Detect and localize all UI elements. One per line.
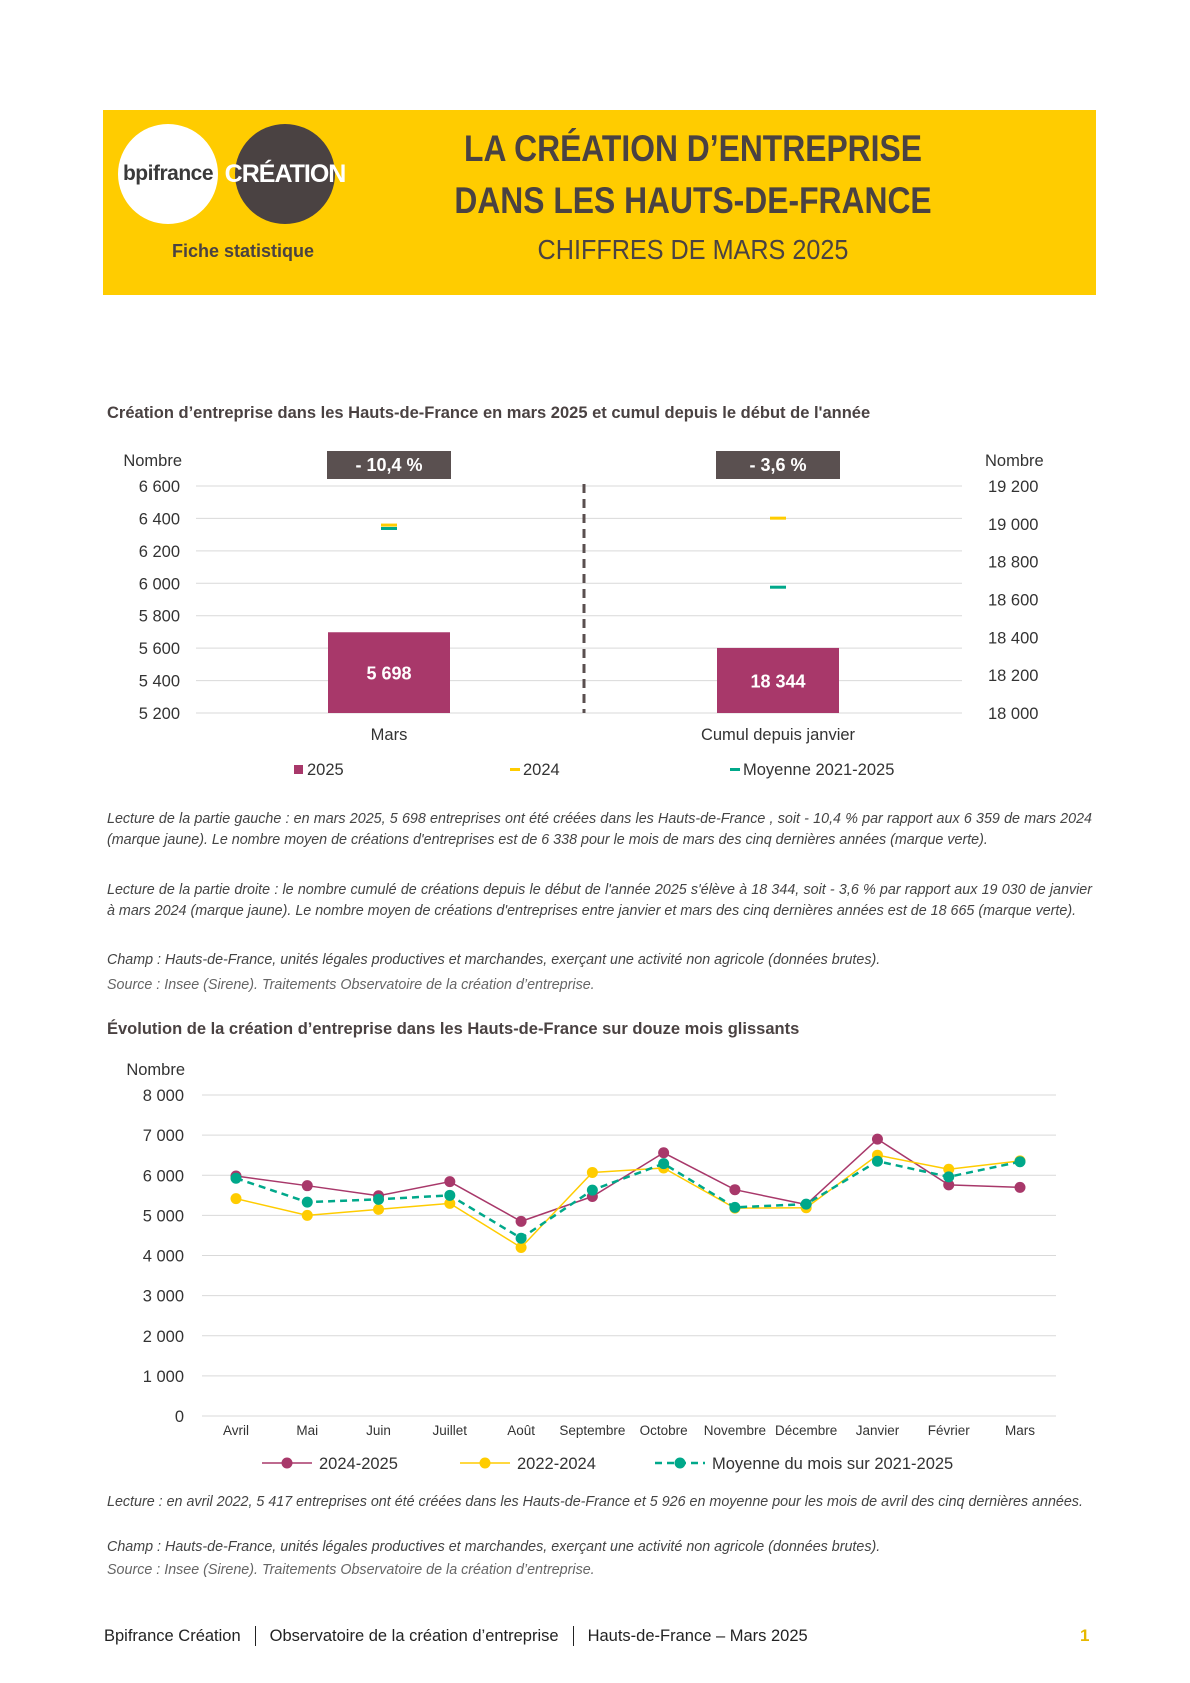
right-tick-label: 18 200	[988, 667, 1039, 686]
bar-value-label: 5 698	[366, 663, 412, 684]
data-point	[516, 1216, 527, 1227]
footer-brand: Bpifrance Création	[104, 1626, 241, 1645]
y-tick-label: 3 000	[142, 1287, 184, 1306]
chart1-note-left: Lecture de la partie gauche : en mars 2025, 5 698 entreprises ont été créées dans les Hauts-de-France , soit - 10,4 % par rapport aux 6 359 de mars 2024 (marque jaune). Le nombre moyen de créations d'entreprises est de 6 338 pour le mois de mars des cinq dernières années (marque verte).	[107, 811, 1092, 848]
category-label: Cumul depuis janvier	[700, 726, 856, 744]
chart2-note-lecture: Lecture : en avril 2022, 5 417 entreprises ont été créées dans les Hauts-de-France et 5 926 en moyenne pour les mois de avril des cinq dernières années.	[107, 1494, 1083, 1510]
x-tick-label: Novembre	[703, 1423, 767, 1438]
x-tick-label: Septembre	[559, 1423, 626, 1438]
x-tick-label: Janvier	[855, 1423, 900, 1438]
footer-region-date: Hauts-de-France – Mars 2025	[587, 1626, 808, 1645]
data-point	[587, 1167, 598, 1178]
variation-badge-label: - 10,4 %	[355, 455, 423, 475]
footer-separator	[573, 1626, 574, 1646]
data-point	[444, 1176, 455, 1187]
data-point	[516, 1233, 527, 1244]
y-tick-label: 2 000	[142, 1327, 184, 1346]
legend-label: 2022-2024	[517, 1455, 596, 1473]
variation-badge-label: - 3,6 %	[749, 455, 807, 475]
right-tick-label: 18 600	[988, 591, 1039, 610]
page-title-line1: LA CRÉATION D’ENTREPRISE	[464, 128, 922, 169]
right-tick-label: 19 000	[988, 515, 1039, 534]
fiche-label: Fiche statistique	[171, 241, 315, 261]
legend-swatch	[730, 768, 740, 771]
legend-label: 2024	[523, 761, 560, 779]
legend-swatch	[510, 768, 520, 771]
left-tick-label: 6 200	[138, 542, 180, 561]
legend-label: Moyenne 2021-2025	[743, 761, 895, 779]
data-point	[872, 1134, 883, 1145]
x-tick-label: Mai	[296, 1423, 319, 1438]
chart2-title: Évolution de la création d’entreprise dans les Hauts-de-France sur douze mois glissants	[107, 1020, 800, 1038]
x-tick-label: Juillet	[432, 1423, 468, 1438]
page-number: 1	[1080, 1626, 1090, 1645]
y-tick-label: 5 000	[142, 1207, 184, 1226]
chart1-source: Source : Insee (Sirene). Traitements Observatoire de la création d’entreprise.	[107, 977, 595, 993]
marker-2024	[770, 517, 786, 520]
legend-marker	[480, 1458, 491, 1469]
page-title-line2: DANS LES HAUTS-DE-FRANCE	[454, 180, 932, 221]
chart2-source: Source : Insee (Sirene). Traitements Observatoire de la création d’entreprise.	[107, 1562, 595, 1578]
bar-value-label: 18 344	[750, 671, 806, 692]
legend-marker	[675, 1458, 686, 1469]
footer-separator	[255, 1626, 256, 1646]
data-point	[231, 1193, 242, 1204]
right-tick-label: 18 800	[988, 553, 1039, 572]
data-point	[444, 1190, 455, 1201]
y-tick-label: 0	[174, 1408, 184, 1426]
left-tick-label: 5 800	[138, 607, 180, 626]
x-tick-label: Décembre	[775, 1423, 838, 1438]
data-point	[373, 1204, 384, 1215]
data-point	[943, 1171, 954, 1182]
x-tick-label: Juin	[366, 1423, 391, 1438]
chart2-note-champ: Champ : Hauts-de-France, unités légales productives et marchandes, exerçant une activité non agricole (données brutes).	[107, 1539, 881, 1555]
category-label: Mars	[370, 726, 408, 744]
data-point	[302, 1180, 313, 1191]
chart2	[0, 1055, 1190, 1485]
data-point	[231, 1173, 242, 1184]
right-axis-label: Nombre	[985, 452, 1044, 470]
marker-2024	[381, 524, 397, 527]
left-tick-label: 6 400	[138, 510, 180, 529]
right-tick-label: 19 200	[988, 478, 1039, 496]
header-banner	[103, 110, 1096, 295]
y-tick-label: 8 000	[142, 1087, 184, 1105]
chart1-note-right: Lecture de la partie droite : le nombre cumulé de créations depuis le début de l'année 2025 s'élève à 18 344, soit - 3,6 % par rapport aux 19 030 de janvier à mars 2024 (marque jaune). Le nombre moyen de créations d'entreprises entre janvier et mars des cinq dernières années est de 18 665 (marque verte).	[107, 882, 1092, 919]
marker-moyenne	[381, 527, 397, 530]
y-tick-label: 6 000	[142, 1167, 184, 1186]
legend-label: 2024-2025	[319, 1455, 398, 1473]
data-point	[801, 1199, 812, 1210]
footer	[104, 1626, 808, 1646]
x-tick-label: Octobre	[639, 1423, 688, 1438]
x-tick-label: Février	[927, 1423, 970, 1438]
chart1	[0, 440, 1190, 800]
left-axis-label: Nombre	[123, 452, 182, 470]
left-tick-label: 6 600	[138, 478, 180, 496]
series-line	[236, 1161, 1020, 1238]
data-point	[729, 1184, 740, 1195]
y-tick-label: 7 000	[142, 1127, 184, 1146]
chart1-note-champ: Champ : Hauts-de-France, unités légales productives et marchandes, exerçant une activité non agricole (données brutes).	[107, 952, 881, 968]
bpifrance-logo: bpifrance	[118, 124, 218, 224]
data-point	[658, 1158, 669, 1169]
chart1-title: Création d’entreprise dans les Hauts-de-France en mars 2025 et cumul depuis le début de l'année	[107, 404, 871, 422]
page-subtitle: CHIFFRES DE MARS 2025	[537, 234, 849, 265]
y-tick-label: 4 000	[142, 1247, 184, 1266]
creation-logo: CRÉATION	[235, 124, 335, 224]
left-tick-label: 5 200	[138, 705, 180, 723]
series-line	[236, 1139, 1020, 1221]
legend-label: 2025	[307, 761, 344, 779]
x-tick-label: Mars	[1005, 1423, 1035, 1438]
y-tick-label: 1 000	[142, 1367, 184, 1386]
data-point	[872, 1156, 883, 1167]
left-tick-label: 5 600	[138, 640, 180, 659]
data-point	[1015, 1156, 1026, 1167]
right-tick-label: 18 000	[988, 705, 1039, 723]
data-point	[302, 1197, 313, 1208]
footer-observatory: Observatoire de la création d’entreprise	[269, 1626, 559, 1645]
data-point	[1015, 1182, 1026, 1193]
data-point	[302, 1210, 313, 1221]
data-point	[658, 1147, 669, 1158]
legend-label: Moyenne du mois sur 2021-2025	[712, 1455, 954, 1473]
left-tick-label: 5 400	[138, 672, 180, 691]
data-point	[729, 1202, 740, 1213]
right-tick-label: 18 400	[988, 629, 1039, 648]
legend-swatch-2025	[294, 765, 303, 774]
data-point	[587, 1185, 598, 1196]
data-point	[373, 1194, 384, 1205]
marker-moyenne	[770, 586, 786, 589]
y-axis-label: Nombre	[126, 1061, 185, 1079]
x-tick-label: Août	[507, 1423, 535, 1438]
left-tick-label: 6 000	[138, 575, 180, 594]
legend-marker	[282, 1458, 293, 1469]
x-tick-label: Avril	[222, 1423, 250, 1438]
